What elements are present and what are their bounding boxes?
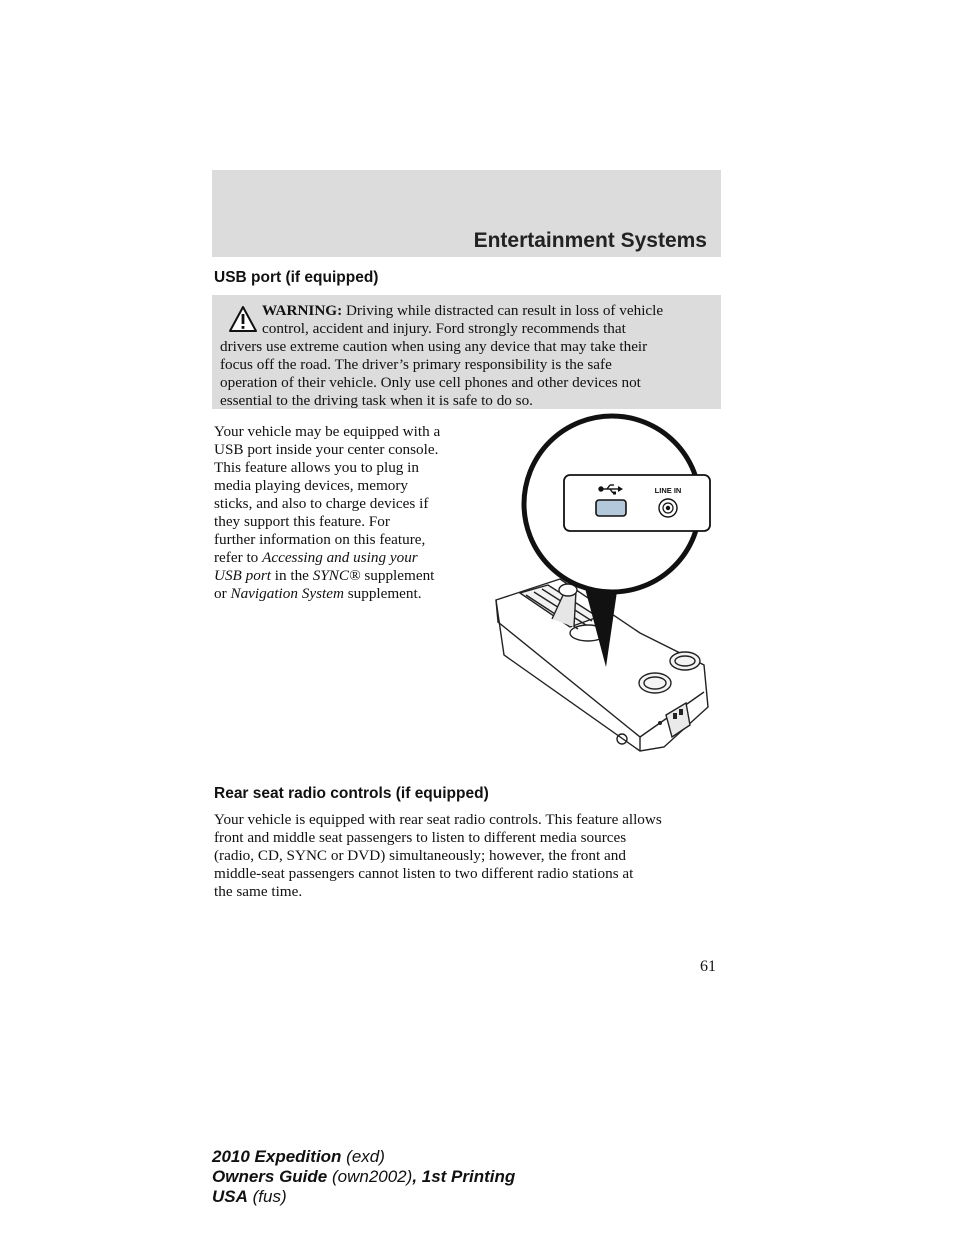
warning-line-2: control, accident and injury. Ford strongly recommends that	[262, 320, 626, 337]
radio-body-line: front and middle seat passengers to listen to different media sources	[214, 829, 627, 846]
usb-body-line: or Navigation System supplement.	[214, 585, 422, 602]
warning-box	[212, 295, 721, 409]
reference-title: Accessing and using your	[262, 549, 418, 566]
usb-body-line: Your vehicle may be equipped with a	[214, 423, 441, 440]
warning-triangle-icon	[228, 305, 258, 333]
warning-line-6: essential to the driving task when it is safe to do so.	[220, 392, 533, 409]
rear-seat-radio-heading: Rear seat radio controls (if equipped)	[214, 785, 489, 802]
usb-console-illustration	[490, 407, 722, 757]
warning-line-1: WARNING: Driving while distracted can result in loss of vehicle	[262, 302, 664, 319]
line-in-jack	[659, 499, 677, 517]
footer-line-3: USA (fus)	[212, 1187, 287, 1206]
footer-line-2: Owners Guide (own2002), 1st Printing	[212, 1167, 516, 1186]
usb-body-line: USB port in the SYNC® supplement	[214, 567, 435, 584]
navigation-reference: Navigation System	[230, 585, 344, 602]
radio-body-line: Your vehicle is equipped with rear seat radio controls. This feature allows	[214, 811, 662, 828]
page-number: 61	[700, 958, 716, 975]
usb-body-line: further information on this feature,	[214, 531, 426, 548]
warning-line-4: focus off the road. The driver’s primary responsibility is the safe	[220, 356, 612, 373]
usb-body-line: refer to Accessing and using your	[214, 549, 418, 566]
line-in-label: LINE IN	[654, 486, 682, 495]
usb-body-line: This feature allows you to plug in	[214, 459, 419, 476]
usb-body-line: they support this feature. For	[214, 513, 390, 530]
sync-reference: SYNC®	[312, 567, 361, 584]
section-title: Entertainment Systems	[473, 229, 707, 252]
warning-label: WARNING:	[262, 302, 343, 319]
section-header	[212, 170, 721, 257]
usb-body-line: media playing devices, memory	[214, 477, 409, 494]
usb-port	[596, 500, 626, 516]
usb-body-line: USB port inside your center console.	[214, 441, 439, 458]
warning-line-3: drivers use extreme caution when using any device that may take their	[220, 338, 648, 355]
radio-body-line: middle-seat passengers cannot listen to two different radio stations at	[214, 865, 634, 882]
radio-body-line: (radio, CD, SYNC or DVD) simultaneously; however, the front and	[214, 847, 626, 864]
usb-port-heading: USB port (if equipped)	[214, 269, 379, 286]
warning-line-5: operation of their vehicle. Only use cell phones and other devices not	[220, 374, 641, 391]
footer-line-1: 2010 Expedition (exd)	[212, 1147, 385, 1166]
radio-body-line: the same time.	[214, 883, 303, 900]
usb-body-line: sticks, and also to charge devices if	[214, 495, 429, 512]
